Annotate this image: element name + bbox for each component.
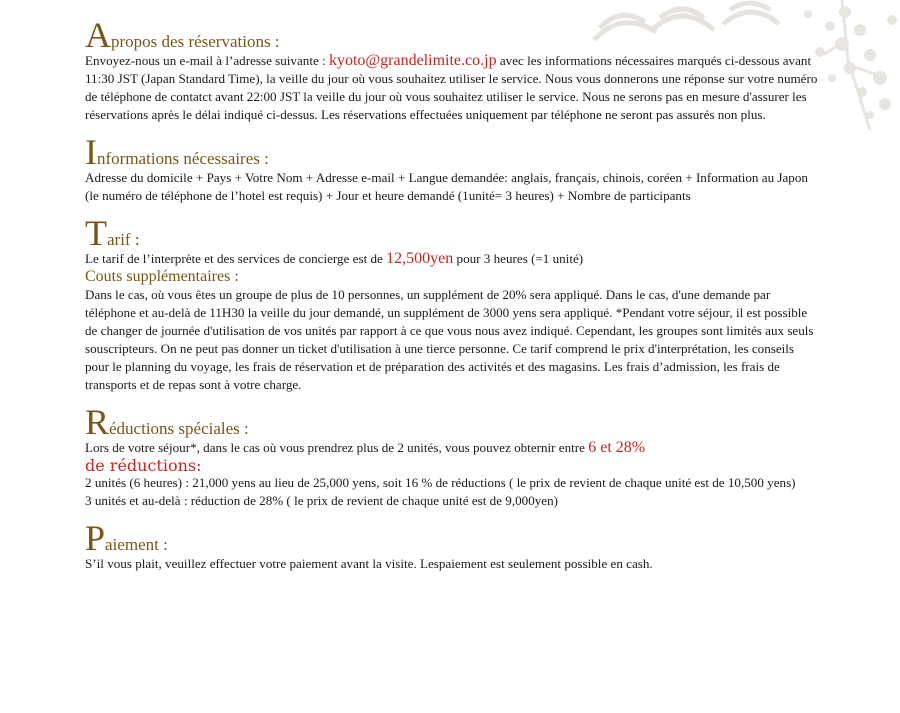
section-informations — [85, 132, 820, 205]
paiement-text: S’il vous plait, veuillez effectuer votre paiement avant la visite. Lespaiement est seulement possible en cash. — [85, 556, 653, 571]
section-paiement — [85, 518, 820, 573]
section-title-apropos: Apropos des réservations : — [85, 15, 280, 55]
reductions-line-2: 3 unités et au-delà : réduction de 28% ( le prix de revient de chaque unité est de 9,000yen) — [85, 493, 559, 508]
tarif-text: Le tarif de l’interprète et des services de concierge est de 12,500yen pour 3 heures (=1 unité) — [85, 250, 584, 267]
reductions-label: de réductions: — [85, 456, 202, 475]
section-title-informations: Informations nécessaires : — [85, 132, 269, 172]
email-link[interactable]: kyoto@grandelimite.co.jp — [328, 52, 497, 69]
section-reductions — [85, 402, 820, 510]
reductions-highlight: 6 et 28% — [588, 439, 646, 456]
couts-supplementaires-title: Couts supplémentaires : — [85, 268, 239, 285]
tarif-price: 12,500yen — [386, 250, 454, 267]
reservation-document — [85, 15, 820, 586]
apropos-text: Envoyez-nous un e-mail à l’adresse suivante : kyoto@grandelimite.co.jp avec les informations nécessaires marqués ci-dessous avant 11:30 JST (Japan Standard Time), la veille du jour où vous souhaitez utiliser le service. Nous vous donnerons une réponse sur votre numéro de téléphone de contatct avant 22:00 JST la veille du jour où vous souhaitez utiliser le service. Nous ne serons pas en mesure d'assurer les réservations après le délai indiqué ci-dessus. Les réservations effectuées uniquement par téléphone ne seront pas assurés non plus. — [85, 52, 818, 122]
reductions-intro: Lors de votre séjour*, dans le cas où vous prendrez plus de 2 unités, vous pouvez obternir entre 6 et 28% — [85, 439, 646, 456]
section-title-paiement: Paiement : — [85, 518, 168, 558]
informations-text: Adresse du domicile + Pays + Votre Nom + Adresse e-mail + Langue demandée: anglais, français, chinois, coréen + Information au Japon (le numéro de téléphone de l’hotel est requis) + Jour et heure demandé (1unité= 3 heures) + Nombre de participants — [85, 170, 808, 203]
reductions-line-1: 2 unités (6 heures) : 21,000 yens au lieu de 25,000 yens, soit 16 % de réductions ( le prix de revient de chaque unité est de 10,500 yens) — [85, 475, 796, 490]
couts-supplementaires-text: Dans le cas, où vous êtes un groupe de plus de 10 personnes, un supplément de 20% sera appliqué. Dans le cas, d'une demande par téléphone et au-delà de 11H30 la veille du jour demandé, un supplément de 3000 yens sera appliqué. *Pendant votre séjour, il est possible de changer de journée d'utilisation de vos unités par rapport à ce que vous nous avez indiqué. Cependant, les groupes sont limités aux seuls souscripteurs. On ne peut pas donner un ticket d'utilisation à une tierce personne. Ce tarif comprend le prix d'interprétation, les conseils pour le planning du voyage, les frais de réservation et de préparation des activités et des magasins. Les frais d’admission, les frais de transports et de repas sont à votre charge. — [85, 287, 814, 392]
section-apropos — [85, 15, 820, 124]
section-tarif — [85, 213, 820, 394]
section-title-reductions: Réductions spéciales : — [85, 402, 249, 442]
section-title-tarif: Tarif : — [85, 213, 140, 253]
